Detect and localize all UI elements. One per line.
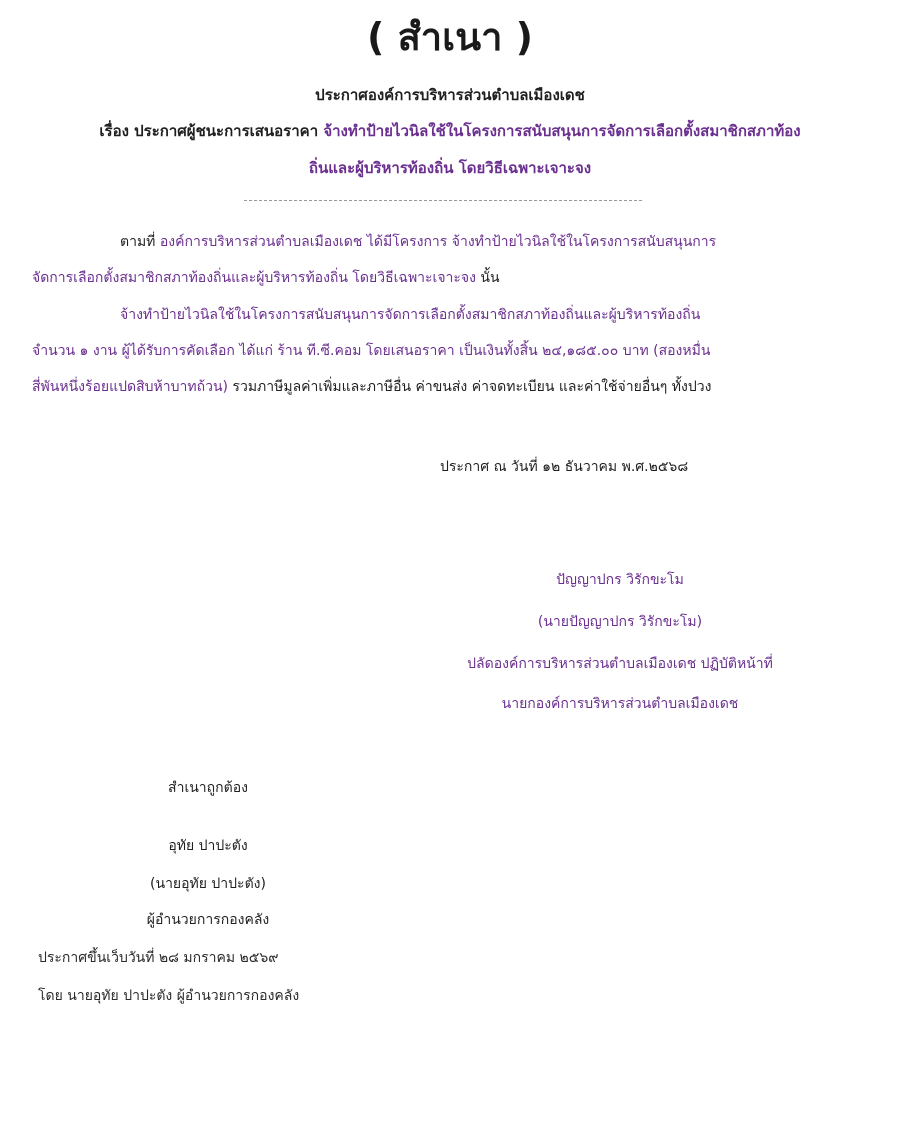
- certified-copy-label: สำเนาถูกต้อง: [168, 780, 248, 796]
- signer-full-name: (นายปัญญาปกร วิรักขะโม): [537, 614, 703, 630]
- document-title: ( สำเนา ): [366, 15, 534, 59]
- paragraph2-line2: [32, 339, 710, 363]
- paragraph1-line1: [120, 230, 716, 254]
- certifier-position: ผู้อำนวยการกองคลัง: [146, 912, 270, 928]
- subject-prefix: เรื่อง ประกาศผู้ชนะการเสนอราคา: [99, 122, 324, 140]
- signer-signed-name: ปัญญาปกร วิรักขะโม: [556, 572, 684, 588]
- p1-suffix: นั้น: [480, 270, 500, 286]
- posted-date: ประกาศขึ้นเว็บวันที่ ๒๘ มกราคม ๒๕๖๙: [38, 950, 279, 966]
- announce-date: ประกาศ ณ วันที่ ๑๒ ธันวาคม พ.ศ.๒๕๖๘: [440, 459, 689, 475]
- signer-position-1: ปลัดองค์การบริหารส่วนตำบลเมืองเดช ปฏิบัติหน้าที่: [467, 656, 773, 672]
- certifier-full-name: (นายอุทัย ปาปะตัง): [150, 876, 266, 892]
- paragraph1-line2: [32, 266, 500, 290]
- dashed-divider: [244, 200, 642, 201]
- subject-line: [0, 118, 900, 144]
- announcement-header: ประกาศองค์การบริหารส่วนตำบลเมืองเดช: [315, 86, 585, 104]
- p2-conditions: รวมภาษีมูลค่าเพิ่มและภาษีอื่น ค่าขนส่ง ค่าจดทะเบียน และค่าใช้จ่ายอื่นๆ ทั้งปวง: [227, 379, 712, 395]
- certifier-signed-name: อุทัย ปาปะตัง: [168, 838, 248, 854]
- p2-amount-words: บาท (สองหมื่น: [618, 343, 711, 359]
- paragraph2-line3: [32, 375, 711, 399]
- p2-text: จำนวน ๑ งาน ผู้ได้รับการคัดเลือก ได้แก่ ร้าน ที.ซี.คอม โดยเสนอราคา เป็นเงินทั้งสิ้น: [32, 343, 543, 359]
- posted-by: โดย นายอุทัย ปาปะตัง ผู้อำนวยการกองคลัง: [38, 988, 300, 1004]
- signer-position-2: นายกองค์การบริหารส่วนตำบลเมืองเดช: [501, 696, 739, 712]
- p2-amount-words-cont: สี่พันหนึ่งร้อยแปดสิบห้าบาทถ้วน): [32, 379, 228, 395]
- p1-text: องค์การบริหารส่วนตำบลเมืองเดช ได้มีโครงการ จ้างทำป้ายไวนิลใช้ในโครงการสนับสนุนการ: [159, 234, 717, 250]
- p2-amount: ๒๔,๑๘๕.๐๐: [542, 343, 619, 359]
- p1-prefix: ตามที่: [120, 234, 160, 250]
- subject-line-continued: ถิ่นและผู้บริหารท้องถิ่น โดยวิธีเฉพาะเจาะจง: [308, 159, 592, 177]
- p1-text-cont: จัดการเลือกตั้งสมาชิกสภาท้องถิ่นและผู้บริหารท้องถิ่น โดยวิธีเฉพาะเจาะจง: [32, 270, 481, 286]
- paragraph2-line1: จ้างทำป้ายไวนิลใช้ในโครงการสนับสนุนการจัดการเลือกตั้งสมาชิกสภาท้องถิ่นและผู้บริหารท้องถิ่น: [120, 307, 701, 323]
- subject-project: จ้างทำป้ายไวนิลใช้ในโครงการสนับสนุนการจัดการเลือกตั้งสมาชิกสภาท้อง: [323, 122, 801, 140]
